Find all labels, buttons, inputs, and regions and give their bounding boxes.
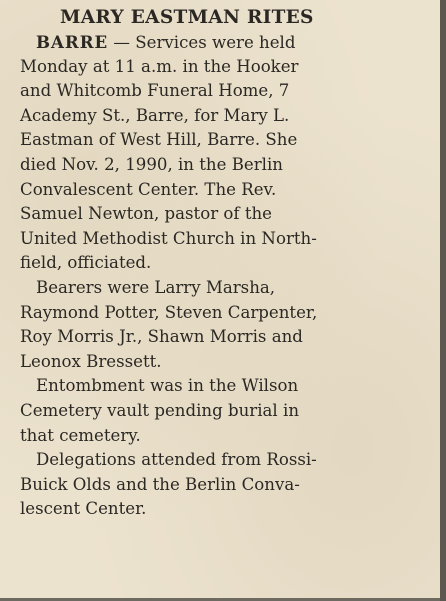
paragraph-services	[20, 30, 435, 276]
dateline: BARRE	[36, 32, 109, 52]
text-line: field, officiated.	[20, 253, 152, 273]
text-line: Eastman of West Hill, Barre. She	[20, 130, 298, 150]
text-line: Convalescent Center. The Rev.	[20, 179, 277, 199]
text-line: Academy St., Barre, for Mary L.	[20, 105, 290, 125]
text-line: Monday at 11 a.m. in the Hooker	[20, 56, 299, 76]
text-line: Bearers were Larry Marsha,	[36, 277, 276, 297]
text-line: Entombment was in the Wilson	[36, 376, 299, 396]
headline: MARY EASTMAN RITES	[60, 7, 314, 28]
text-line: Raymond Potter, Steven Carpenter,	[20, 302, 318, 322]
text-line: Samuel Newton, pastor of the	[20, 204, 273, 224]
text-line: lescent Center.	[20, 499, 147, 519]
clipping-background-edge	[440, 0, 446, 601]
text-line: Leonox Bressett.	[20, 351, 162, 371]
paragraph-delegations	[20, 448, 435, 522]
text-line: Delegations attended from Rossi-	[36, 450, 317, 470]
paragraph-bearers	[20, 276, 435, 374]
paragraph-entombment	[20, 374, 435, 448]
text-line: died Nov. 2, 1990, in the Berlin	[20, 154, 283, 174]
text-line: Roy Morris Jr., Shawn Morris and	[20, 327, 303, 347]
text-line: that cemetery.	[20, 425, 141, 445]
text-line: Buick Olds and the Berlin Conva-	[20, 474, 300, 494]
text-line: and Whitcomb Funeral Home, 7	[20, 81, 290, 101]
text-line: Cemetery vault pending burial in	[20, 400, 300, 420]
text-line: United Methodist Church in North-	[20, 228, 317, 248]
text-line	[20, 30, 435, 55]
line-text: — Services were held	[108, 33, 296, 52]
